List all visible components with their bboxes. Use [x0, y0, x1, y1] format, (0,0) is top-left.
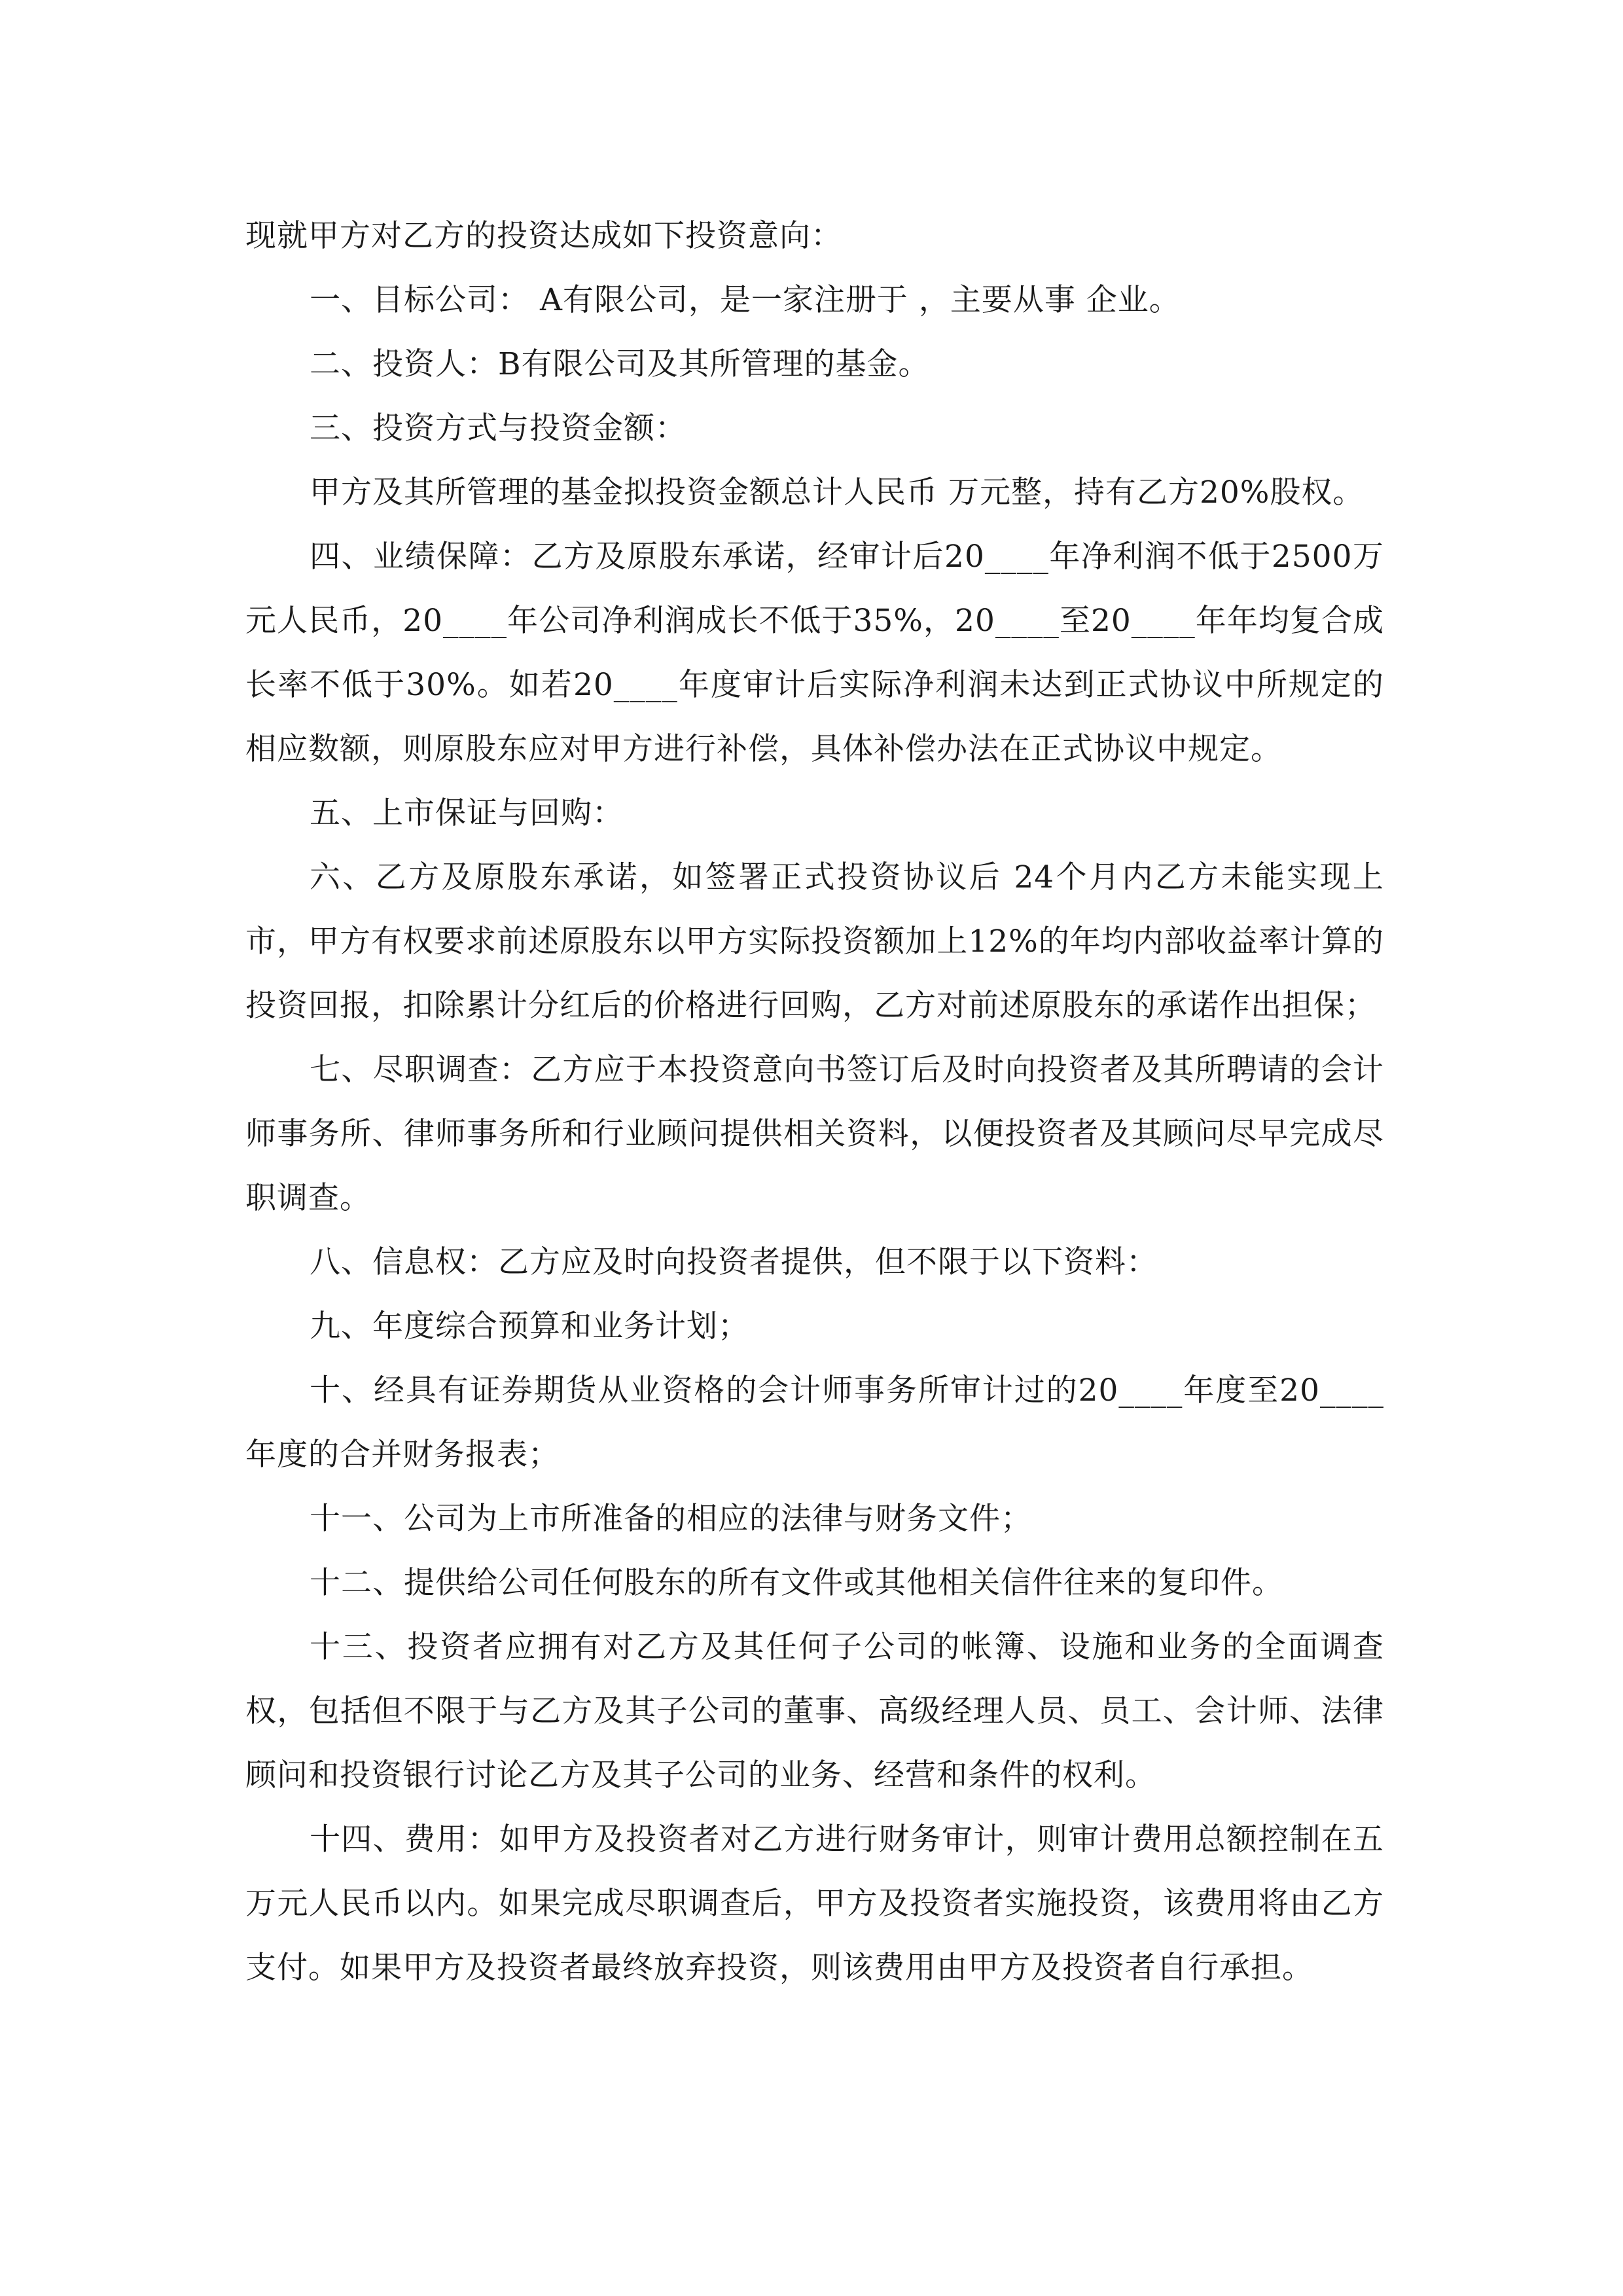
clause-investment-amount: 甲方及其所管理的基金拟投资金额总计人民币 万元整，持有乙方20%股权。 [310, 475, 1364, 511]
clause-investment-method-heading: 三、投资方式与投资金额： [310, 410, 687, 446]
clause-performance-guarantee: 四、业绩保障：乙方及原股东承诺，经审计后20____年净利润不低于2500万元人民币，20____年公司净利润成长不低于35%，20____至20____年年均复合成长率不低于30%。如若20____年度审计后实际净利润未达到正式协议中所规定的相应数额，则原股东应对甲方进行补偿，具体补偿办法在正式协议中规定。 [245, 539, 1384, 767]
clause-inspection-rights: 十三、投资者应拥有对乙方及其任何子公司的帐簿、设施和业务的全面调查权，包括但不限于与乙方及其子公司的董事、高级经理人员、员工、会计师、法律顾问和投资银行讨论乙方及其子公司的业务、经营和条件的权利。 [245, 1629, 1384, 1793]
clause-annual-budget: 九、年度综合预算和业务计划； [310, 1308, 749, 1344]
clause-target-company: 一、目标公司： A有限公司，是一家注册于 ，主要从事 企业。 [310, 282, 1181, 318]
clause-shareholder-copies: 十二、提供给公司任何股东的所有文件或其他相关信件往来的复印件。 [310, 1565, 1283, 1601]
clause-listing-buyback-heading: 五、上市保证与回购： [310, 795, 624, 831]
clause-information-rights: 八、信息权：乙方应及时向投资者提供，但不限于以下资料： [310, 1244, 1158, 1280]
clause-buyback-commitment: 六、乙方及原股东承诺，如签署正式投资协议后 24个月内乙方未能实现上市，甲方有权要求前述原股东以甲方实际投资额加上12%的年均内部收益率计算的投资回报，扣除累计分红后的价格进行回购，乙方对前述原股东的承诺作出担保； [245, 859, 1384, 1024]
clause-investor: 二、投资人：B有限公司及其所管理的基金。 [310, 346, 930, 382]
clause-listing-documents: 十一、公司为上市所准备的相应的法律与财务文件； [310, 1501, 1032, 1537]
clause-expenses: 十四、费用：如甲方及投资者对乙方进行财务审计，则审计费用总额控制在五万元人民币以内。如果完成尽职调查后，甲方及投资者实施投资，该费用将由乙方支付。如果甲方及投资者最终放弃投资，则该费用由甲方及投资者自行承担。 [245, 1821, 1384, 1986]
document-body [245, 204, 1384, 2000]
clause-due-diligence: 七、尽职调查：乙方应于本投资意向书签订后及时向投资者及其所聘请的会计师事务所、律师事务所和行业顾问提供相关资料，以便投资者及其顾问尽早完成尽职调查。 [245, 1052, 1384, 1216]
clause-audited-statements: 十、经具有证券期货从业资格的会计师事务所审计过的20____年度至20____年度的合并财务报表； [245, 1372, 1384, 1473]
intro-paragraph: 现就甲方对乙方的投资达成如下投资意向： [245, 218, 842, 254]
